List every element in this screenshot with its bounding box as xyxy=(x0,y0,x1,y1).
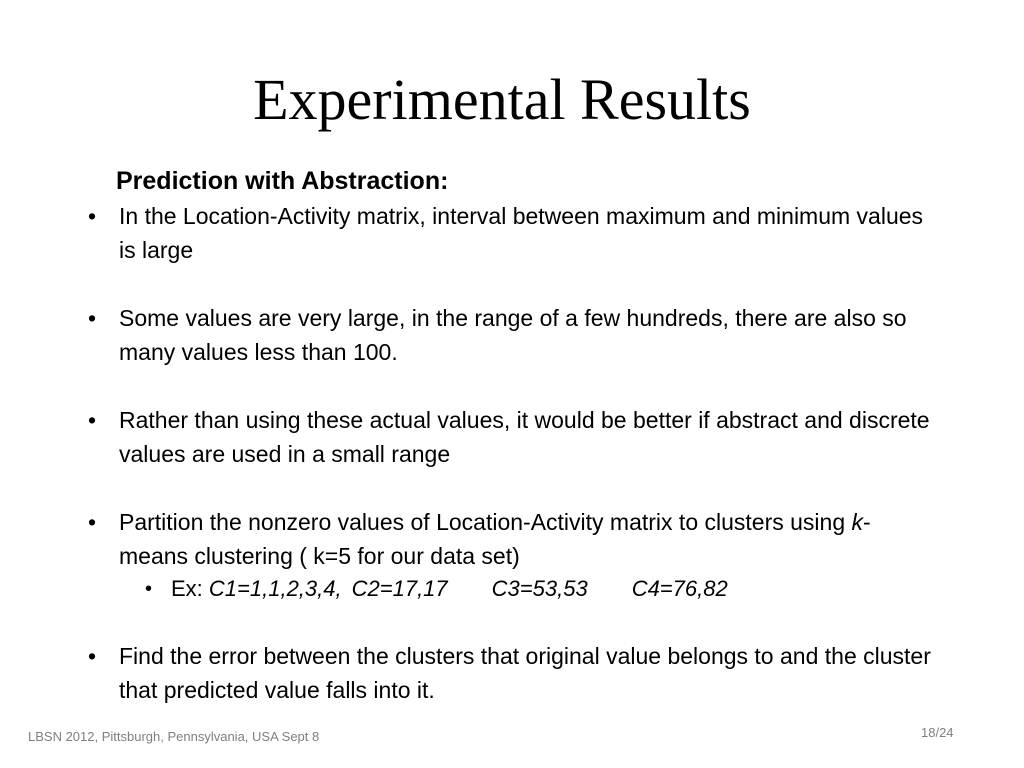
section-subheading: Prediction with Abstraction: xyxy=(116,167,449,195)
cluster-c3: C3=53,53 xyxy=(491,576,588,601)
bullet-item xyxy=(88,505,936,573)
cluster-c2: C2=17,17 xyxy=(351,576,448,601)
bullet-item xyxy=(88,301,936,369)
bullet-text-pre: Partition the nonzero values of Location-Activity matrix to clusters using xyxy=(119,509,852,535)
bullet-icon: • xyxy=(88,305,97,331)
cluster-c1: C1=1,1,2,3,4, xyxy=(208,576,342,601)
bullet-text: Rather than using these actual values, it would be better if abstract and discrete values are used in a small range xyxy=(119,407,930,467)
bullet-icon: • xyxy=(88,643,97,669)
bullet-spacer xyxy=(116,605,936,639)
bullet-spacer xyxy=(116,471,936,505)
bullet-text: Find the error between the clusters that original value belongs to and the cluster that predicted value falls into it. xyxy=(119,643,931,703)
bullet-text-italic: k xyxy=(851,509,864,535)
sub-bullet-prefix: Ex: xyxy=(171,576,209,601)
page-number: 18/24 xyxy=(921,725,954,740)
slide-content xyxy=(88,163,936,707)
bullet-text: In the Location-Activity matrix, interval between maximum and minimum values is large xyxy=(119,203,924,263)
bullet-item xyxy=(88,199,936,267)
bullet-icon: • xyxy=(88,203,97,229)
sub-bullet-item xyxy=(145,573,936,605)
bullet-text: Some values are very large, in the range of a few hundreds, there are also so many values less than 100. xyxy=(119,305,907,365)
cluster-c4: C4=76,82 xyxy=(631,576,728,601)
bullet-icon: • xyxy=(88,407,97,433)
slide-footer: LBSN 2012, Pittsburgh, Pennsylvania, USA Sept 8 xyxy=(28,729,320,744)
bullet-item xyxy=(88,639,936,707)
sub-bullet-icon: • xyxy=(145,578,153,600)
bullet-spacer xyxy=(116,267,936,301)
slide-title: Experimental Results xyxy=(253,67,751,132)
bullet-text-post: -means clustering ( k=5 for our data set) xyxy=(119,509,871,569)
bullet-icon: • xyxy=(88,509,97,535)
bullet-item xyxy=(88,403,936,471)
bullet-spacer xyxy=(116,369,936,403)
